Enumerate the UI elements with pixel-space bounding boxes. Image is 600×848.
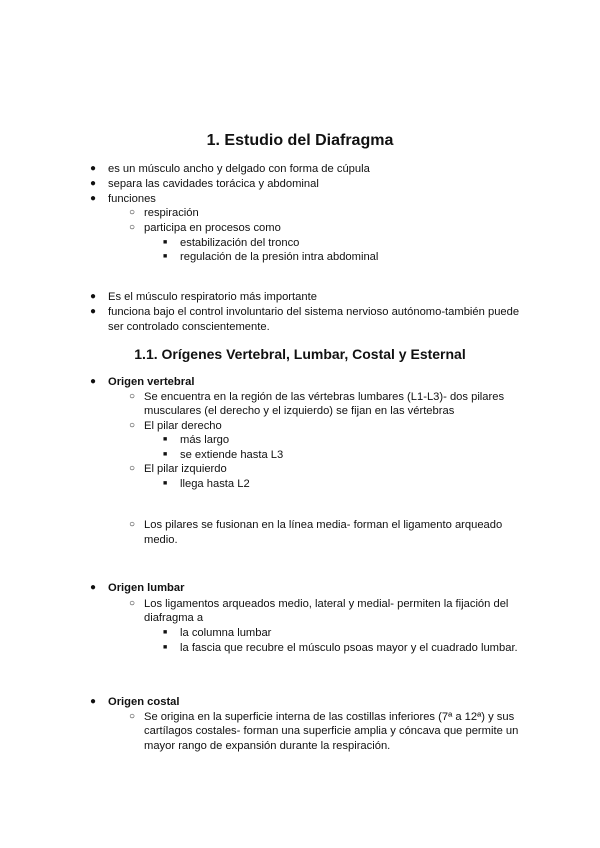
list-item-continuation: ser controlado conscientemente. <box>108 321 270 333</box>
list-item: regulación de la presión intra abdominal <box>180 251 379 263</box>
list-item-continuation: mayor rango de expansión durante la respiración. <box>144 740 391 752</box>
origin-heading: Origen vertebral <box>108 376 195 388</box>
list-item-continuation: musculares (el derecho y el izquierdo) se fijan en las vértebras <box>144 405 455 417</box>
origin-heading: Origen lumbar <box>108 582 185 594</box>
list-item: funciona bajo el control involuntario del sistema nervioso autónomo-también puede <box>108 306 520 318</box>
list-item: la fascia que recubre el músculo psoas mayor y el cuadrado lumbar. <box>180 642 518 654</box>
circle-bullet-icon: ○ <box>129 420 136 431</box>
list-item-continuation: diafragma a <box>144 612 204 624</box>
bullet-icon: ● <box>90 582 97 593</box>
square-bullet-icon: ■ <box>163 629 168 636</box>
bullet-icon: ● <box>90 696 97 707</box>
list-item: se extiende hasta L3 <box>180 449 284 461</box>
square-bullet-icon: ■ <box>163 644 168 651</box>
origin-heading: Origen costal <box>108 696 180 708</box>
list-item-continuation: medio. <box>144 534 178 546</box>
bullet-icon: ● <box>90 376 97 387</box>
list-item-continuation: cartílagos costales- forman una superficie amplia y cóncava que permite un <box>144 725 519 737</box>
square-bullet-icon: ■ <box>163 451 168 458</box>
page-title: 1. Estudio del Diafragma <box>206 132 394 149</box>
circle-bullet-icon: ○ <box>129 222 136 233</box>
circle-bullet-icon: ○ <box>129 391 136 402</box>
square-bullet-icon: ■ <box>163 253 168 260</box>
bullet-icon: ● <box>90 193 97 204</box>
list-item: El pilar izquierdo <box>144 463 227 475</box>
list-item: más largo <box>180 434 230 446</box>
bullet-icon: ● <box>90 178 97 189</box>
list-item: separa las cavidades torácica y abdominal <box>108 178 319 190</box>
square-bullet-icon: ■ <box>163 480 168 487</box>
list-item: funciones <box>108 193 156 205</box>
circle-bullet-icon: ○ <box>129 519 136 530</box>
list-item: estabilización del tronco <box>180 237 300 249</box>
bullet-icon: ● <box>90 306 97 317</box>
list-item: llega hasta L2 <box>180 478 250 490</box>
list-item: Los ligamentos arqueados medio, lateral y medial- permiten la fijación del <box>144 598 509 610</box>
section-heading: 1.1. Orígenes Vertebral, Lumbar, Costal y Esternal <box>134 346 466 362</box>
list-item: es un músculo ancho y delgado con forma de cúpula <box>108 163 370 175</box>
circle-bullet-icon: ○ <box>129 711 136 722</box>
circle-bullet-icon: ○ <box>129 207 136 218</box>
list-item: Se encuentra en la región de las vértebras lumbares (L1-L3)- dos pilares <box>144 391 505 403</box>
bullet-icon: ● <box>90 163 97 174</box>
list-item: participa en procesos como <box>144 222 281 234</box>
square-bullet-icon: ■ <box>163 436 168 443</box>
circle-bullet-icon: ○ <box>129 463 136 474</box>
circle-bullet-icon: ○ <box>129 598 136 609</box>
bullet-icon: ● <box>90 291 97 302</box>
list-item: respiración <box>144 207 199 219</box>
square-bullet-icon: ■ <box>163 239 168 246</box>
list-item: Los pilares se fusionan en la línea media- forman el ligamento arqueado <box>144 519 503 531</box>
list-item: la columna lumbar <box>180 627 272 639</box>
list-item: El pilar derecho <box>144 420 222 432</box>
list-item: Es el músculo respiratorio más importante <box>108 291 317 303</box>
list-item: Se origina en la superficie interna de las costillas inferiores (7ª a 12ª) y sus <box>144 711 515 723</box>
